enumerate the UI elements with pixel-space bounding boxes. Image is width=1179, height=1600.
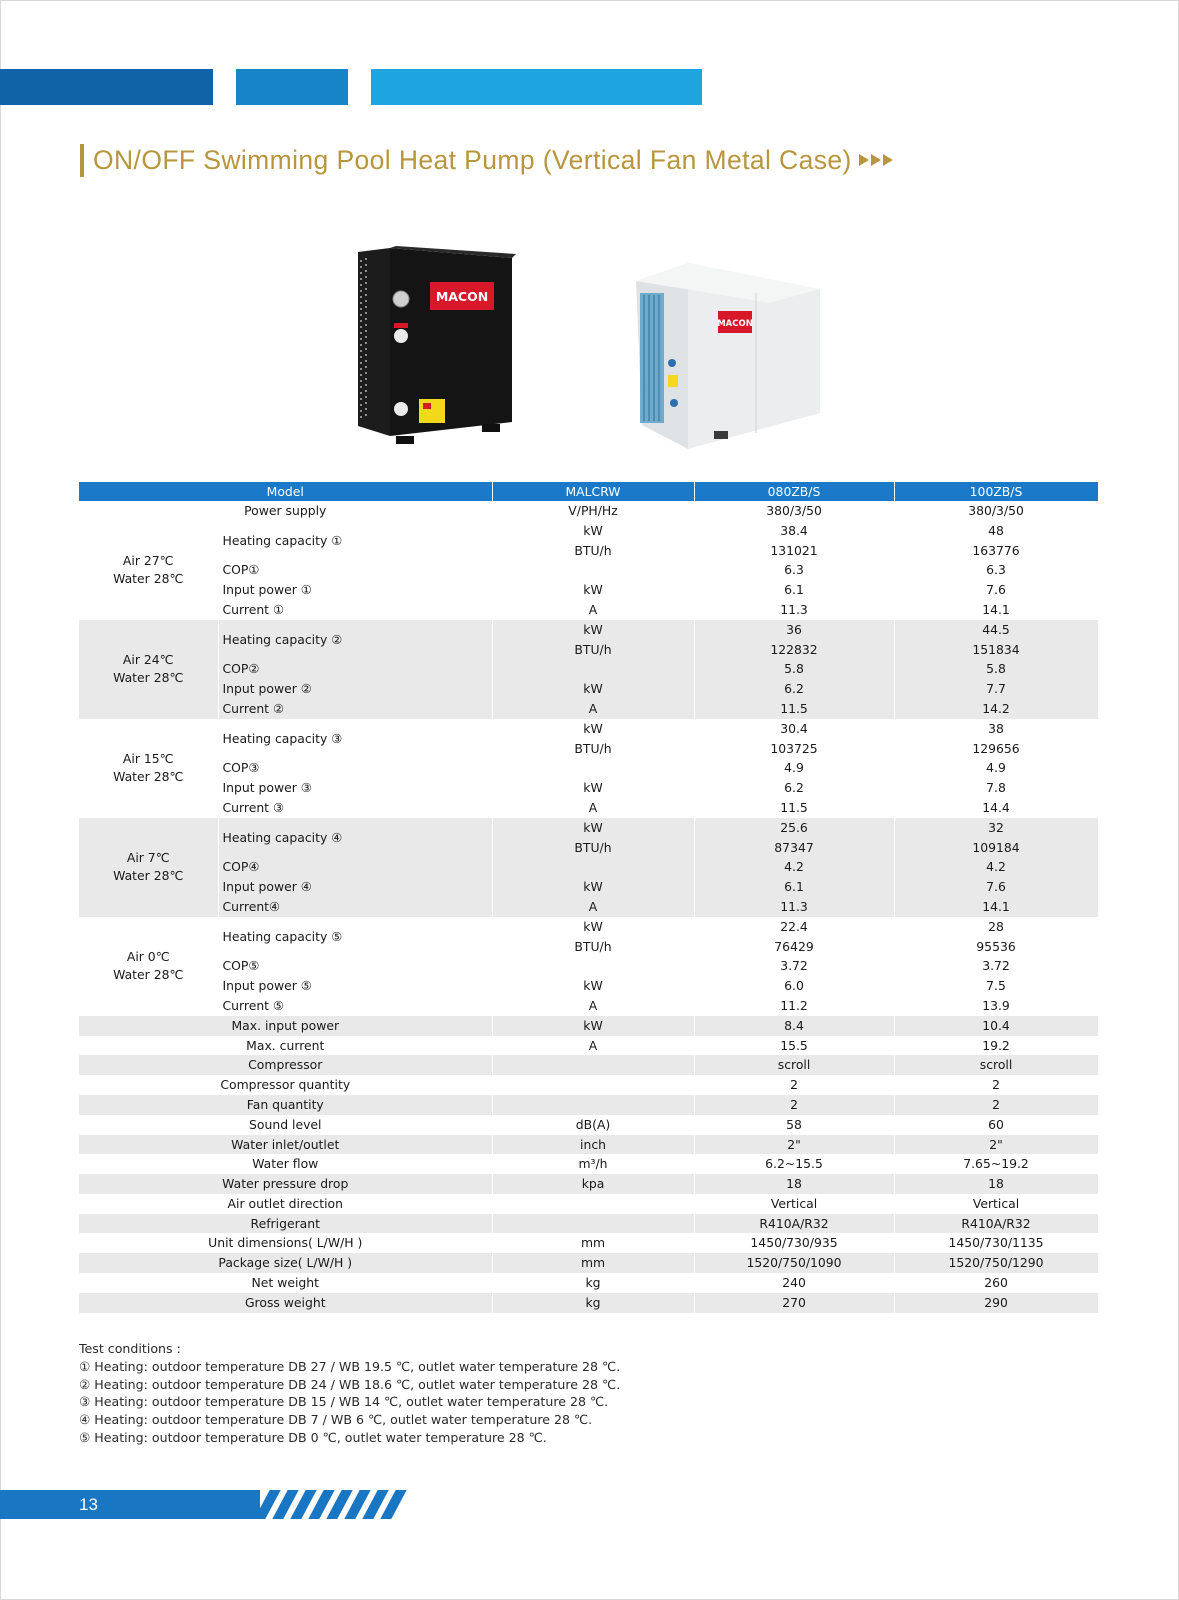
footer-stripes bbox=[262, 1490, 406, 1519]
row-unit: dB(A) bbox=[492, 1115, 694, 1135]
param-label: Input power ③ bbox=[218, 778, 492, 798]
table-row bbox=[79, 659, 1098, 679]
row-label: Water pressure drop bbox=[79, 1174, 492, 1194]
row-label: Fan quantity bbox=[79, 1095, 492, 1115]
row-unit: A bbox=[492, 798, 694, 818]
cell-value: 4.9 bbox=[694, 758, 894, 778]
note-line: ⑤ Heating: outdoor temperature DB 0 ℃, outlet water temperature 28 ℃. bbox=[79, 1429, 547, 1445]
param-label: Input power ① bbox=[218, 580, 492, 600]
cell-value: 30.4 bbox=[694, 719, 894, 739]
header-bar-light bbox=[371, 69, 702, 105]
test-condition-cell bbox=[79, 818, 218, 917]
cell-value: 2 bbox=[894, 1095, 1098, 1115]
condition-air: Air 27℃ bbox=[122, 553, 174, 569]
row-unit: kW bbox=[492, 521, 694, 541]
table-row bbox=[79, 897, 1098, 917]
page-number: 13 bbox=[79, 1495, 98, 1514]
row-unit: kW bbox=[492, 620, 694, 640]
note-line: ④ Heating: outdoor temperature DB 7 / WB 6 ℃, outlet water temperature 28 ℃. bbox=[79, 1412, 593, 1428]
cell-value: 87347 bbox=[694, 838, 894, 858]
row-unit: kW bbox=[492, 580, 694, 600]
product-image-black-unit bbox=[352, 246, 528, 446]
cell-value: 3.72 bbox=[694, 956, 894, 976]
header-model-1: 080ZB/S bbox=[694, 482, 894, 501]
param-label: Heating capacity ④ bbox=[218, 818, 492, 858]
table-row bbox=[79, 560, 1098, 580]
cell-value: 6.3 bbox=[694, 560, 894, 580]
cell-value: 109184 bbox=[894, 838, 1098, 858]
row-unit bbox=[492, 1214, 694, 1234]
cell-value: 38 bbox=[894, 719, 1098, 739]
test-condition-cell bbox=[79, 620, 218, 719]
note-line: ③ Heating: outdoor temperature DB 15 / WB 14 ℃, outlet water temperature 28 ℃. bbox=[79, 1394, 609, 1410]
cell-value: 14.4 bbox=[894, 798, 1098, 818]
row-unit: kg bbox=[492, 1293, 694, 1313]
cell-value: 1520/750/1090 bbox=[694, 1253, 894, 1273]
cell-value: 25.6 bbox=[694, 818, 894, 838]
cell-value: 11.2 bbox=[694, 996, 894, 1016]
condition-water: Water 28℃ bbox=[113, 571, 184, 587]
table-row bbox=[79, 877, 1098, 897]
table-row bbox=[79, 1135, 1098, 1155]
condition-air: Air 0℃ bbox=[126, 949, 170, 965]
cell-value: 7.5 bbox=[894, 976, 1098, 996]
cell-value: 6.3 bbox=[894, 560, 1098, 580]
row-unit bbox=[492, 1194, 694, 1214]
cell-value: scroll bbox=[894, 1055, 1098, 1075]
row-unit: A bbox=[492, 996, 694, 1016]
table-row bbox=[79, 1075, 1098, 1095]
header-model: Model bbox=[79, 482, 492, 501]
condition-air: Air 7℃ bbox=[126, 850, 170, 866]
table-row bbox=[79, 1115, 1098, 1135]
cell-value: R410A/R32 bbox=[894, 1214, 1098, 1234]
cell-value: 4.9 bbox=[894, 758, 1098, 778]
cell-value: 151834 bbox=[894, 640, 1098, 660]
table-row bbox=[79, 719, 1098, 739]
cell-value: Vertical bbox=[894, 1194, 1098, 1214]
table-row bbox=[79, 580, 1098, 600]
row-unit: mm bbox=[492, 1233, 694, 1253]
table-row bbox=[79, 1095, 1098, 1115]
table-row bbox=[79, 600, 1098, 620]
cell-value: 7.6 bbox=[894, 580, 1098, 600]
row-unit: kW bbox=[492, 719, 694, 739]
param-label: COP⑤ bbox=[218, 956, 492, 976]
row-label: Compressor quantity bbox=[79, 1075, 492, 1095]
param-label: Current ③ bbox=[218, 798, 492, 818]
table-row bbox=[79, 1036, 1098, 1056]
cell-value: 6.2 bbox=[694, 679, 894, 699]
row-label: Net weight bbox=[79, 1273, 492, 1293]
row-label: Air outlet direction bbox=[79, 1194, 492, 1214]
param-label: Current④ bbox=[218, 897, 492, 917]
row-unit: kW bbox=[492, 679, 694, 699]
table-row bbox=[79, 798, 1098, 818]
row-unit: kW bbox=[492, 818, 694, 838]
cell-value: 32 bbox=[894, 818, 1098, 838]
cell-value: 260 bbox=[894, 1273, 1098, 1293]
spec-table bbox=[79, 482, 1098, 1313]
row-unit: A bbox=[492, 699, 694, 719]
cell-value: 7.6 bbox=[894, 877, 1098, 897]
row-label: Compressor bbox=[79, 1055, 492, 1075]
cell-value: 380/3/50 bbox=[894, 501, 1098, 521]
row-label: Water flow bbox=[79, 1154, 492, 1174]
table-row bbox=[79, 699, 1098, 719]
cell-value: 2 bbox=[694, 1075, 894, 1095]
cell-value: 10.4 bbox=[894, 1016, 1098, 1036]
param-label: COP① bbox=[218, 560, 492, 580]
note-line: ② Heating: outdoor temperature DB 24 / WB 18.6 ℃, outlet water temperature 28 ℃. bbox=[79, 1376, 621, 1392]
table-row bbox=[79, 1273, 1098, 1293]
cell-value: 2 bbox=[894, 1075, 1098, 1095]
table-row bbox=[79, 818, 1098, 838]
cell-value: 14.1 bbox=[894, 600, 1098, 620]
cell-value: 2 bbox=[694, 1095, 894, 1115]
cell-value: 38.4 bbox=[694, 521, 894, 541]
cell-value: 13.9 bbox=[894, 996, 1098, 1016]
product-image-white-unit bbox=[636, 263, 828, 451]
cell-value: 131021 bbox=[694, 541, 894, 561]
cell-value: R410A/R32 bbox=[694, 1214, 894, 1234]
table-row bbox=[79, 1194, 1098, 1214]
row-unit: kW bbox=[492, 1016, 694, 1036]
test-condition-cell bbox=[79, 719, 218, 818]
row-unit: BTU/h bbox=[492, 838, 694, 858]
title-accent-bar bbox=[80, 144, 84, 177]
table-row bbox=[79, 956, 1098, 976]
row-unit: A bbox=[492, 1036, 694, 1056]
header-bar-mid bbox=[236, 69, 348, 105]
row-unit: BTU/h bbox=[492, 739, 694, 759]
cell-value: 270 bbox=[694, 1293, 894, 1313]
table-row bbox=[79, 857, 1098, 877]
row-unit: m³/h bbox=[492, 1154, 694, 1174]
table-row bbox=[79, 679, 1098, 699]
cell-value: 22.4 bbox=[694, 917, 894, 937]
row-unit: kW bbox=[492, 917, 694, 937]
table-row bbox=[79, 996, 1098, 1016]
cell-value: 14.1 bbox=[894, 897, 1098, 917]
table-row bbox=[79, 1174, 1098, 1194]
table-row bbox=[79, 501, 1098, 521]
cell-value: 7.7 bbox=[894, 679, 1098, 699]
cell-value: 95536 bbox=[894, 937, 1098, 957]
table-row bbox=[79, 976, 1098, 996]
condition-water: Water 28℃ bbox=[113, 769, 184, 785]
cell-value: 18 bbox=[694, 1174, 894, 1194]
condition-air: Air 24℃ bbox=[122, 652, 174, 668]
cell-value: 1450/730/1135 bbox=[894, 1233, 1098, 1253]
table-row bbox=[79, 1233, 1098, 1253]
cell-value: 6.2~15.5 bbox=[694, 1154, 894, 1174]
row-unit bbox=[492, 659, 694, 679]
page-title: ON/OFF Swimming Pool Heat Pump (Vertical Fan Metal Case) bbox=[93, 144, 852, 175]
cell-value: 1450/730/935 bbox=[694, 1233, 894, 1253]
cell-value: 122832 bbox=[694, 640, 894, 660]
cell-value: 163776 bbox=[894, 541, 1098, 561]
table-header-row bbox=[79, 482, 1098, 501]
row-label: Max. current bbox=[79, 1036, 492, 1056]
test-conditions bbox=[79, 1340, 620, 1447]
cell-value: 15.5 bbox=[694, 1036, 894, 1056]
row-unit bbox=[492, 1055, 694, 1075]
cell-value: 240 bbox=[694, 1273, 894, 1293]
param-label: Heating capacity ① bbox=[218, 521, 492, 561]
param-label: Input power ⑤ bbox=[218, 976, 492, 996]
table-row bbox=[79, 1293, 1098, 1313]
row-unit: kg bbox=[492, 1273, 694, 1293]
row-unit bbox=[492, 758, 694, 778]
row-unit: inch bbox=[492, 1135, 694, 1155]
row-unit bbox=[492, 560, 694, 580]
row-unit bbox=[492, 857, 694, 877]
cell-value: 290 bbox=[894, 1293, 1098, 1313]
row-unit: kpa bbox=[492, 1174, 694, 1194]
param-label: COP④ bbox=[218, 857, 492, 877]
cell-value: 76429 bbox=[694, 937, 894, 957]
row-unit: kW bbox=[492, 976, 694, 996]
notes-heading: Test conditions : bbox=[79, 1341, 181, 1356]
table-row bbox=[79, 1055, 1098, 1075]
param-label: Input power ④ bbox=[218, 877, 492, 897]
cell-value: 14.2 bbox=[894, 699, 1098, 719]
cell-value: 11.3 bbox=[694, 897, 894, 917]
note-line: ① Heating: outdoor temperature DB 27 / WB 19.5 ℃, outlet water temperature 28 ℃. bbox=[79, 1358, 621, 1374]
table-row bbox=[79, 620, 1098, 640]
param-label: COP② bbox=[218, 659, 492, 679]
header-model-2: 100ZB/S bbox=[894, 482, 1098, 501]
cell-value: scroll bbox=[694, 1055, 894, 1075]
table-row bbox=[79, 1214, 1098, 1234]
row-unit: BTU/h bbox=[492, 541, 694, 561]
cell-value: 11.3 bbox=[694, 600, 894, 620]
cell-value: 11.5 bbox=[694, 798, 894, 818]
param-label: Input power ② bbox=[218, 679, 492, 699]
cell-value: 3.72 bbox=[894, 956, 1098, 976]
cell-value: 60 bbox=[894, 1115, 1098, 1135]
param-label: Current ② bbox=[218, 699, 492, 719]
cell-value: 1520/750/1290 bbox=[894, 1253, 1098, 1273]
cell-value: 58 bbox=[694, 1115, 894, 1135]
cell-value: 48 bbox=[894, 521, 1098, 541]
cell-value: 5.8 bbox=[894, 659, 1098, 679]
test-condition-cell bbox=[79, 917, 218, 1016]
cell-value: 6.1 bbox=[694, 877, 894, 897]
cell-value: 8.4 bbox=[694, 1016, 894, 1036]
param-label: Heating capacity ② bbox=[218, 620, 492, 660]
page-title-block bbox=[80, 143, 895, 177]
brand-label-2: MACON bbox=[717, 319, 753, 329]
row-unit: A bbox=[492, 897, 694, 917]
param-label: Heating capacity ⑤ bbox=[218, 917, 492, 957]
triple-arrow-icon bbox=[859, 154, 895, 166]
table-row bbox=[79, 1154, 1098, 1174]
cell-value: 7.65~19.2 bbox=[894, 1154, 1098, 1174]
row-label: Package size( L/W/H ) bbox=[79, 1253, 492, 1273]
cell-value: 129656 bbox=[894, 739, 1098, 759]
row-label: Power supply bbox=[79, 501, 492, 521]
cell-value: 103725 bbox=[694, 739, 894, 759]
row-unit bbox=[492, 956, 694, 976]
cell-value: 2" bbox=[894, 1135, 1098, 1155]
cell-value: Vertical bbox=[694, 1194, 894, 1214]
cell-value: 11.5 bbox=[694, 699, 894, 719]
cell-value: 28 bbox=[894, 917, 1098, 937]
cell-value: 2" bbox=[694, 1135, 894, 1155]
condition-air: Air 15℃ bbox=[122, 751, 174, 767]
row-unit: mm bbox=[492, 1253, 694, 1273]
cell-value: 6.2 bbox=[694, 778, 894, 798]
row-unit bbox=[492, 1075, 694, 1095]
table-row bbox=[79, 1253, 1098, 1273]
cell-value: 380/3/50 bbox=[694, 501, 894, 521]
cell-value: 5.8 bbox=[694, 659, 894, 679]
table-row bbox=[79, 917, 1098, 937]
table-row bbox=[79, 1016, 1098, 1036]
row-unit: V/PH/Hz bbox=[492, 501, 694, 521]
condition-water: Water 28℃ bbox=[113, 670, 184, 686]
row-label: Max. input power bbox=[79, 1016, 492, 1036]
row-unit: kW bbox=[492, 778, 694, 798]
cell-value: 36 bbox=[694, 620, 894, 640]
brand-label-1: MACON bbox=[435, 289, 489, 304]
param-label: Current ① bbox=[218, 600, 492, 620]
row-unit: BTU/h bbox=[492, 640, 694, 660]
table-row bbox=[79, 758, 1098, 778]
row-unit bbox=[492, 1095, 694, 1115]
row-label: Gross weight bbox=[79, 1293, 492, 1313]
footer-bar bbox=[0, 1490, 260, 1519]
row-label: Sound level bbox=[79, 1115, 492, 1135]
cell-value: 18 bbox=[894, 1174, 1098, 1194]
cell-value: 7.8 bbox=[894, 778, 1098, 798]
cell-value: 4.2 bbox=[694, 857, 894, 877]
cell-value: 6.1 bbox=[694, 580, 894, 600]
row-unit: A bbox=[492, 600, 694, 620]
row-label: Unit dimensions( L/W/H ) bbox=[79, 1233, 492, 1253]
row-label: Water inlet/outlet bbox=[79, 1135, 492, 1155]
param-label: COP③ bbox=[218, 758, 492, 778]
row-unit: kW bbox=[492, 877, 694, 897]
table-row bbox=[79, 521, 1098, 541]
param-label: Heating capacity ③ bbox=[218, 719, 492, 759]
cell-value: 6.0 bbox=[694, 976, 894, 996]
condition-water: Water 28℃ bbox=[113, 868, 184, 884]
cell-value: 4.2 bbox=[894, 857, 1098, 877]
param-label: Current ⑤ bbox=[218, 996, 492, 1016]
cell-value: 19.2 bbox=[894, 1036, 1098, 1056]
table-row bbox=[79, 778, 1098, 798]
row-unit: BTU/h bbox=[492, 937, 694, 957]
header-bar-dark bbox=[0, 69, 213, 105]
row-label: Refrigerant bbox=[79, 1214, 492, 1234]
test-condition-cell bbox=[79, 521, 218, 620]
cell-value: 44.5 bbox=[894, 620, 1098, 640]
header-series: MALCRW bbox=[492, 482, 694, 501]
condition-water: Water 28℃ bbox=[113, 967, 184, 983]
